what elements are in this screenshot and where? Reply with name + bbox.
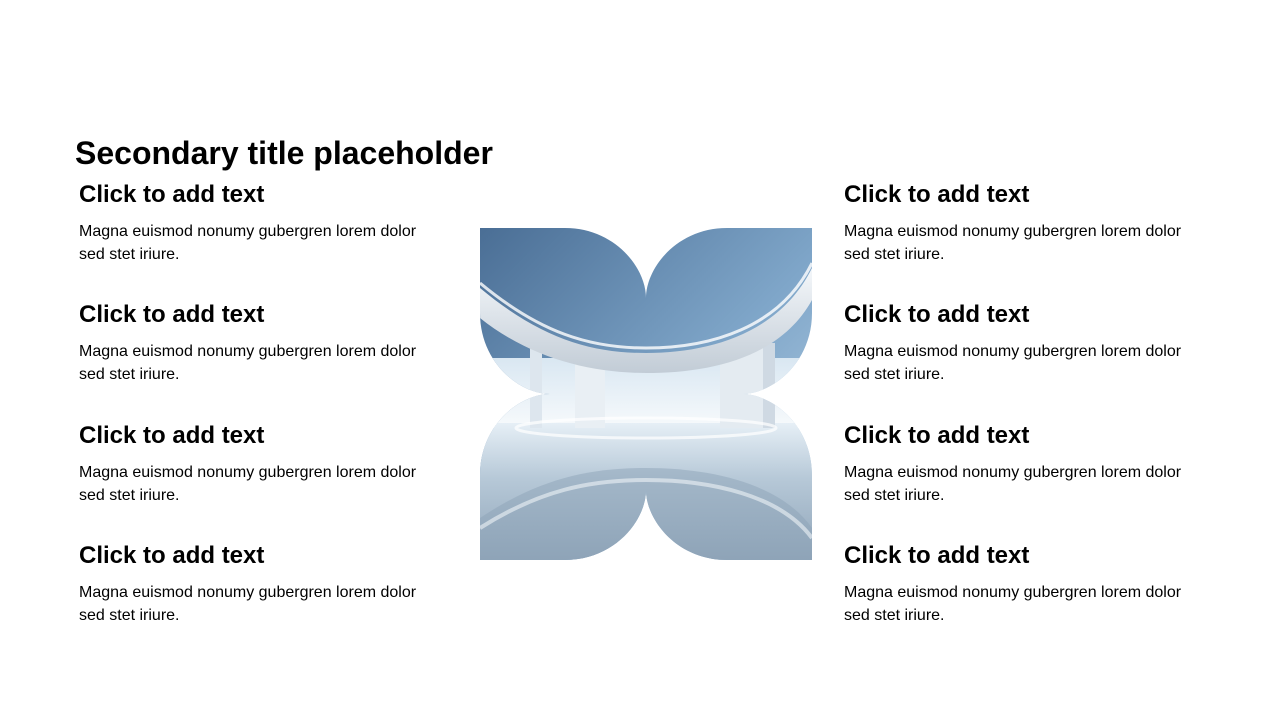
right-text-block-2[interactable] bbox=[844, 300, 1204, 386]
left-text-block-2[interactable] bbox=[79, 300, 439, 386]
text-block-heading[interactable]: Click to add text bbox=[844, 422, 1030, 449]
left-text-block-4[interactable] bbox=[79, 541, 439, 627]
text-block-heading[interactable]: Click to add text bbox=[844, 542, 1030, 569]
text-block-heading[interactable]: Click to add text bbox=[79, 301, 265, 328]
left-text-block-3[interactable] bbox=[79, 421, 439, 507]
right-text-block-1[interactable] bbox=[844, 180, 1204, 266]
image-content bbox=[480, 228, 812, 560]
text-block-heading[interactable]: Click to add text bbox=[844, 301, 1030, 328]
text-block-body[interactable]: Magna euismod nonumy gubergren lorem dolor sed stet iriure. bbox=[844, 343, 1182, 383]
text-block-body[interactable]: Magna euismod nonumy gubergren lorem dolor sed stet iriure. bbox=[79, 343, 417, 383]
text-block-body[interactable]: Magna euismod nonumy gubergren lorem dolor sed stet iriure. bbox=[844, 464, 1182, 504]
text-block-heading[interactable]: Click to add text bbox=[79, 181, 265, 208]
text-block-body[interactable]: Magna euismod nonumy gubergren lorem dolor sed stet iriure. bbox=[844, 223, 1182, 263]
text-block-body[interactable]: Magna euismod nonumy gubergren lorem dolor sed stet iriure. bbox=[844, 584, 1182, 624]
right-text-block-4[interactable] bbox=[844, 541, 1204, 627]
architecture-image[interactable] bbox=[480, 228, 812, 560]
text-block-body[interactable]: Magna euismod nonumy gubergren lorem dolor sed stet iriure. bbox=[79, 584, 417, 624]
text-block-heading[interactable]: Click to add text bbox=[79, 422, 265, 449]
left-text-block-1[interactable] bbox=[79, 180, 439, 266]
right-text-block-3[interactable] bbox=[844, 421, 1204, 507]
text-block-heading[interactable]: Click to add text bbox=[79, 542, 265, 569]
slide-title[interactable]: Secondary title placeholder bbox=[75, 135, 493, 171]
text-block-body[interactable]: Magna euismod nonumy gubergren lorem dolor sed stet iriure. bbox=[79, 223, 417, 263]
text-block-heading[interactable]: Click to add text bbox=[844, 181, 1030, 208]
text-block-body[interactable]: Magna euismod nonumy gubergren lorem dolor sed stet iriure. bbox=[79, 464, 417, 504]
